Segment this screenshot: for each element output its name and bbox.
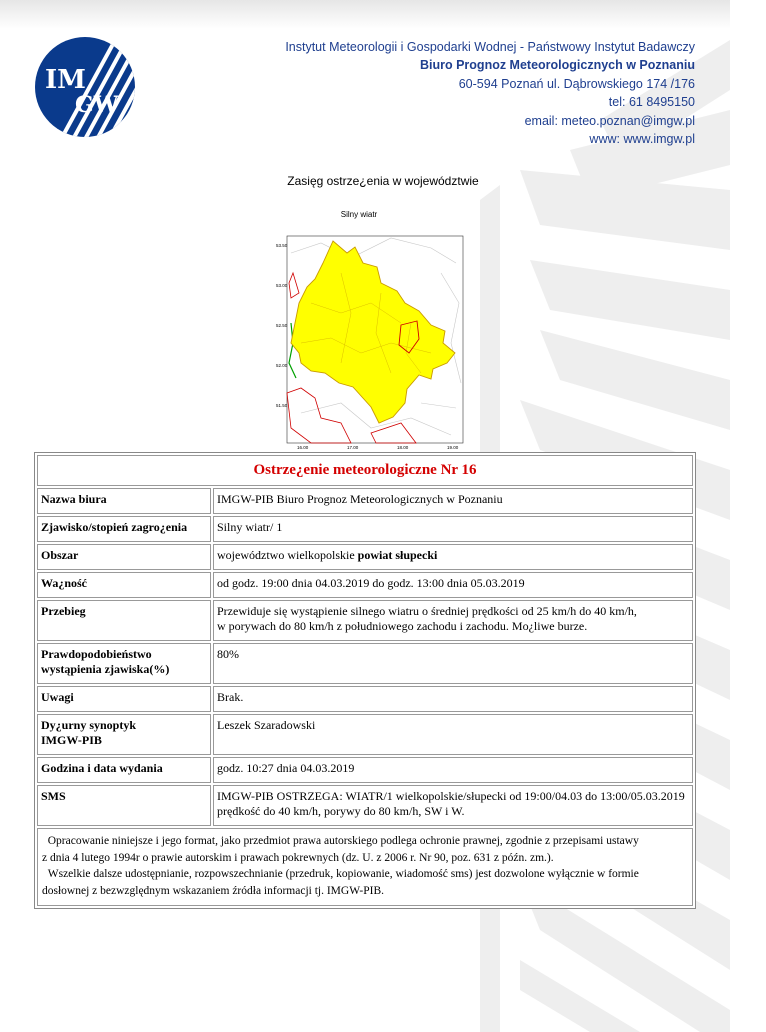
table-row <box>37 600 693 641</box>
sms-label: SMS <box>37 785 211 826</box>
lat-label: 51.50 <box>276 403 288 408</box>
area-label: Obszar <box>37 544 211 570</box>
probability-label-line1: Prawdopodobieństwo <box>41 647 152 661</box>
office-phone: tel: 61 8495150 <box>608 95 695 110</box>
imgw-logo <box>31 33 139 141</box>
forecaster-label <box>37 714 211 755</box>
table-row <box>37 544 693 570</box>
office-address: 60-594 Poznań ul. Dąbrowskiego 174 /176 <box>458 76 695 91</box>
office-label: Nazwa biura <box>37 488 211 514</box>
office-name: Biuro Prognoz Meteorologicznych w Poznaniu <box>419 58 695 73</box>
table-row <box>37 643 693 684</box>
area-value <box>213 544 693 570</box>
office-value: IMGW-PIB Biuro Prognoz Meteorologicznych w Poznaniu <box>213 488 693 514</box>
issued-label: Godzina i data wydania <box>37 757 211 783</box>
copyright-line3-text: Wszelkie dalsze udostępnianie, rozpowszechnianie (przedruk, kopiowanie, wiadomość sms) jest dozwolone wyłącznie w formie <box>47 868 639 880</box>
logo-text-bottom: GW <box>75 92 119 118</box>
warning-title: Ostrze¿enie meteorologiczne Nr 16 <box>37 455 693 486</box>
office-www: www: www.imgw.pl <box>589 132 695 147</box>
course-value-line2: w porywach do 80 km/h z południowego zachodu i zachodu. Mo¿liwe burze. <box>217 619 588 633</box>
warning-map <box>276 203 467 450</box>
copyright-line1-text: Opracowanie niniejsze i jego format, jako przedmiot prawa autorskiego podlega ochronie prawnej, zgodnie z przepisami ustawy <box>47 835 639 847</box>
remarks-value: Brak. <box>213 686 693 712</box>
forecaster-value: Leszek Szaradowski <box>213 714 693 755</box>
office-email: email: meteo.poznan@imgw.pl <box>524 113 695 128</box>
forecaster-label-line2: IMGW-PIB <box>41 733 102 747</box>
warning-table <box>34 452 696 909</box>
phenomenon-value: Silny wiatr/ 1 <box>213 516 693 542</box>
forecaster-label-line1: Dy¿urny synoptyk <box>41 718 137 732</box>
table-row <box>37 516 693 542</box>
lat-label: 52.00 <box>276 363 288 368</box>
map-title: Silny wiatr <box>340 210 378 219</box>
lon-label: 18.00 <box>397 445 409 450</box>
table-row <box>37 757 693 783</box>
copyright-line1 <box>42 833 688 850</box>
lon-label: 16.00 <box>297 445 309 450</box>
lon-label: 19.00 <box>447 445 459 450</box>
table-row <box>37 488 693 514</box>
lat-label: 53.00 <box>276 283 288 288</box>
remarks-label: Uwagi <box>37 686 211 712</box>
sms-value-line2: prędkość do 40 km/h, porywy do 80 km/h, SW i W. <box>217 804 465 818</box>
sms-value <box>213 785 693 826</box>
map-caption: Zasięg ostrze¿enia w województwie <box>287 174 479 188</box>
area-value-text: województwo wielkopolskie <box>217 548 355 562</box>
institute-name: Instytut Meteorologii i Gospodarki Wodnej - Państwowy Instytut Badawczy <box>285 40 695 54</box>
course-value <box>213 600 693 641</box>
table-row <box>37 686 693 712</box>
institute-header <box>285 38 695 148</box>
lat-label: 52.50 <box>276 323 288 328</box>
probability-value: 80% <box>213 643 693 684</box>
probability-label <box>37 643 211 684</box>
logo-text-top: IM <box>45 65 86 95</box>
table-row <box>37 572 693 598</box>
course-label: Przebieg <box>37 600 211 641</box>
lon-label: 17.00 <box>347 445 359 450</box>
area-value-district: powiat słupecki <box>357 548 438 562</box>
phenomenon-label: Zjawisko/stopień zagro¿enia <box>37 516 211 542</box>
copyright-line4: dosłownej z bezwzględnym wskazaniem źródła informacji tj. IMGW-PIB. <box>42 884 385 897</box>
table-row <box>37 785 693 826</box>
course-value-line1: Przewiduje się wystąpienie silnego wiatru o średniej prędkości od 25 km/h do 40 km/h, <box>217 604 637 618</box>
validity-value: od godz. 19:00 dnia 04.03.2019 do godz. 13:00 dnia 05.03.2019 <box>213 572 693 598</box>
sms-value-line1: IMGW-PIB OSTRZEGA: WIATR/1 wielkopolskie/słupecki od 19:00/04.03 do 13:00/05.03.2019 <box>217 789 685 803</box>
table-row <box>37 714 693 755</box>
probability-label-line2: wystąpienia zjawiska(%) <box>41 662 170 676</box>
lat-label: 53.50 <box>276 243 288 248</box>
copyright-notice <box>37 828 693 906</box>
issued-value: godz. 10:27 dnia 04.03.2019 <box>213 757 693 783</box>
copyright-line2: z dnia 4 lutego 1994r o prawie autorskim i prawach pokrewnych (dz. U. z 2006 r. Nr 90, poz. 631 z późn. zm.). <box>42 851 554 864</box>
copyright-line3 <box>42 866 688 883</box>
validity-label: Wa¿ność <box>37 572 211 598</box>
